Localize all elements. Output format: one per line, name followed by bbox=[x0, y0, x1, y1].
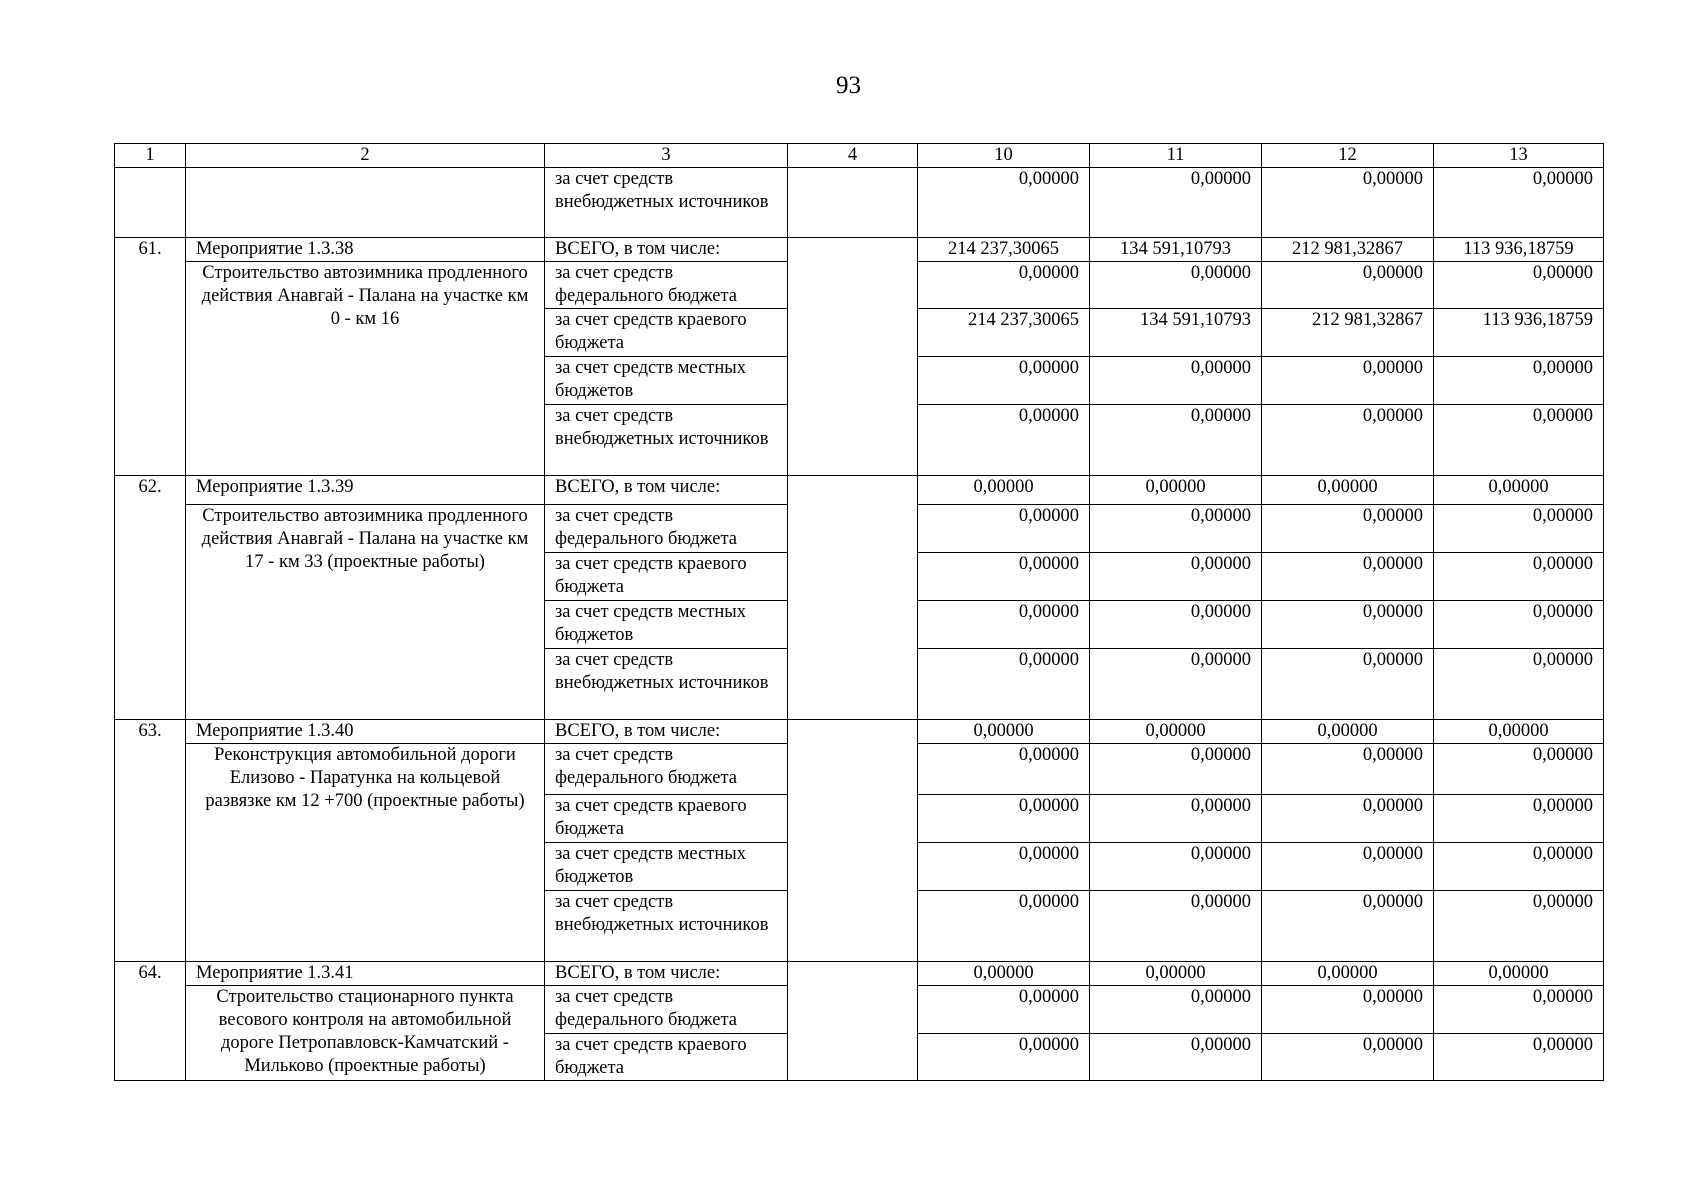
value-cell: 0,00000 bbox=[918, 720, 1090, 744]
value-cell: 0,00000 bbox=[1262, 795, 1434, 843]
value-cell: 0,00000 bbox=[1434, 649, 1604, 720]
value-cell: 0,00000 bbox=[1090, 649, 1262, 720]
funding-source: за счет средств краевого бюджета bbox=[545, 553, 788, 601]
total-label: ВСЕГО, в том числе: bbox=[545, 962, 788, 986]
value-cell: 0,00000 bbox=[1434, 986, 1604, 1034]
event-title: Мероприятие 1.3.39 bbox=[186, 476, 545, 505]
value-cell: 0,00000 bbox=[918, 649, 1090, 720]
value-cell: 0,00000 bbox=[918, 744, 1090, 795]
column-header: 3 bbox=[545, 144, 788, 168]
row-number-cell bbox=[115, 168, 186, 238]
funding-source: за счет средств федерального бюджета bbox=[545, 505, 788, 553]
value-cell: 0,00000 bbox=[1434, 476, 1604, 505]
event-description: Строительство автозимника продленного действия Анавгай - Палана на участке км 0 - км 16 bbox=[186, 262, 545, 476]
value-cell: 0,00000 bbox=[1090, 891, 1262, 962]
value-cell: 134 591,10793 bbox=[1090, 238, 1262, 262]
column-header: 12 bbox=[1262, 144, 1434, 168]
value-cell: 0,00000 bbox=[1090, 986, 1262, 1034]
total-label: ВСЕГО, в том числе: bbox=[545, 238, 788, 262]
funding-source: за счет средств местных бюджетов bbox=[545, 357, 788, 405]
funding-source: за счет средств местных бюджетов bbox=[545, 601, 788, 649]
value-cell: 0,00000 bbox=[1262, 505, 1434, 553]
value-cell: 0,00000 bbox=[1262, 553, 1434, 601]
header-row bbox=[115, 144, 1604, 168]
value-cell: 0,00000 bbox=[1434, 891, 1604, 962]
value-cell: 0,00000 bbox=[1262, 476, 1434, 505]
total-row bbox=[115, 238, 1604, 262]
value-cell: 0,00000 bbox=[1434, 843, 1604, 891]
row-number: 62. bbox=[115, 476, 186, 720]
value-cell: 0,00000 bbox=[1262, 843, 1434, 891]
funding-source: за счет средств краевого бюджета bbox=[545, 1034, 788, 1081]
value-cell: 0,00000 bbox=[918, 505, 1090, 553]
value-cell: 0,00000 bbox=[1090, 795, 1262, 843]
event-title: Мероприятие 1.3.40 bbox=[186, 720, 545, 744]
funding-source: за счет средств внебюджетных источников bbox=[545, 405, 788, 476]
value-cell: 0,00000 bbox=[1262, 986, 1434, 1034]
empty-cell bbox=[788, 476, 918, 720]
value-cell: 0,00000 bbox=[1262, 720, 1434, 744]
value-cell: 0,00000 bbox=[1434, 601, 1604, 649]
value-cell: 214 237,30065 bbox=[918, 238, 1090, 262]
funding-source: за счет средств внебюджетных источников bbox=[545, 891, 788, 962]
funding-source: за счет средств местных бюджетов bbox=[545, 843, 788, 891]
budget-table bbox=[114, 143, 1604, 1081]
value-cell: 0,00000 bbox=[1090, 744, 1262, 795]
value-cell: 214 237,30065 bbox=[918, 309, 1090, 357]
value-cell: 0,00000 bbox=[1262, 744, 1434, 795]
value-cell: 0,00000 bbox=[918, 262, 1090, 309]
value-cell: 0,00000 bbox=[1262, 405, 1434, 476]
value-cell: 0,00000 bbox=[1434, 357, 1604, 405]
description-cell bbox=[186, 168, 545, 238]
value-cell: 0,00000 bbox=[1434, 720, 1604, 744]
value-cell: 0,00000 bbox=[1434, 1034, 1604, 1081]
value-cell: 0,00000 bbox=[1434, 262, 1604, 309]
column-header: 13 bbox=[1434, 144, 1604, 168]
value-cell: 0,00000 bbox=[1434, 962, 1604, 986]
funding-source: за счет средств федерального бюджета bbox=[545, 744, 788, 795]
value-cell: 0,00000 bbox=[1262, 891, 1434, 962]
value-cell: 0,00000 bbox=[1090, 476, 1262, 505]
value-cell: 0,00000 bbox=[918, 795, 1090, 843]
value-cell: 0,00000 bbox=[1434, 744, 1604, 795]
value-cell: 0,00000 bbox=[1090, 262, 1262, 309]
value-cell: 0,00000 bbox=[1434, 553, 1604, 601]
value-cell: 0,00000 bbox=[918, 891, 1090, 962]
event-description: Строительство стационарного пункта весового контроля на автомобильной дороге Петропавловск-Камчатский - Мильково (проектные работы) bbox=[186, 986, 545, 1081]
value-cell: 212 981,32867 bbox=[1262, 309, 1434, 357]
value-cell: 0,00000 bbox=[1262, 357, 1434, 405]
carryover-row bbox=[115, 168, 1604, 238]
page-number: 93 bbox=[836, 72, 861, 99]
value-cell: 0,00000 bbox=[918, 357, 1090, 405]
column-header: 4 bbox=[788, 144, 918, 168]
value-cell: 0,00000 bbox=[918, 843, 1090, 891]
value-cell: 0,00000 bbox=[1262, 1034, 1434, 1081]
value-cell: 0,00000 bbox=[1262, 649, 1434, 720]
value-cell: 0,00000 bbox=[1090, 720, 1262, 744]
event-title: Мероприятие 1.3.38 bbox=[186, 238, 545, 262]
total-label: ВСЕГО, в том числе: bbox=[545, 476, 788, 505]
value-cell: 0,00000 bbox=[1262, 168, 1434, 238]
total-row bbox=[115, 476, 1604, 505]
total-label: ВСЕГО, в том числе: bbox=[545, 720, 788, 744]
value-cell: 0,00000 bbox=[918, 1034, 1090, 1081]
column-header: 2 bbox=[186, 144, 545, 168]
value-cell: 0,00000 bbox=[918, 168, 1090, 238]
value-cell: 0,00000 bbox=[1434, 405, 1604, 476]
value-cell: 0,00000 bbox=[1090, 601, 1262, 649]
empty-cell bbox=[788, 238, 918, 476]
value-cell: 0,00000 bbox=[1262, 262, 1434, 309]
total-row bbox=[115, 962, 1604, 986]
value-cell: 113 936,18759 bbox=[1434, 238, 1604, 262]
funding-source: за счет средств внебюджетных источников bbox=[545, 168, 788, 238]
row-number: 61. bbox=[115, 238, 186, 476]
column-header: 10 bbox=[918, 144, 1090, 168]
row-number: 63. bbox=[115, 720, 186, 962]
value-cell: 113 936,18759 bbox=[1434, 309, 1604, 357]
value-cell: 0,00000 bbox=[1434, 168, 1604, 238]
value-cell: 0,00000 bbox=[918, 601, 1090, 649]
event-description: Строительство автозимника продленного действия Анавгай - Палана на участке км 17 - км 33 (проектные работы) bbox=[186, 505, 545, 720]
value-cell: 0,00000 bbox=[918, 962, 1090, 986]
funding-source: за счет средств федерального бюджета bbox=[545, 262, 788, 309]
value-cell: 0,00000 bbox=[1434, 505, 1604, 553]
empty-cell bbox=[788, 962, 918, 1081]
value-cell: 0,00000 bbox=[1090, 505, 1262, 553]
value-cell: 0,00000 bbox=[918, 553, 1090, 601]
value-cell: 0,00000 bbox=[918, 476, 1090, 505]
value-cell: 0,00000 bbox=[918, 986, 1090, 1034]
value-cell: 0,00000 bbox=[1090, 1034, 1262, 1081]
value-cell: 0,00000 bbox=[1262, 962, 1434, 986]
funding-source: за счет средств федерального бюджета bbox=[545, 986, 788, 1034]
value-cell: 0,00000 bbox=[918, 405, 1090, 476]
value-cell: 0,00000 bbox=[1262, 601, 1434, 649]
value-cell: 0,00000 bbox=[1090, 405, 1262, 476]
value-cell: 134 591,10793 bbox=[1090, 309, 1262, 357]
empty-cell bbox=[788, 720, 918, 962]
empty-cell bbox=[788, 168, 918, 238]
value-cell: 0,00000 bbox=[1090, 168, 1262, 238]
funding-source: за счет средств краевого бюджета bbox=[545, 795, 788, 843]
value-cell: 212 981,32867 bbox=[1262, 238, 1434, 262]
row-number: 64. bbox=[115, 962, 186, 1081]
total-row bbox=[115, 720, 1604, 744]
funding-source: за счет средств краевого бюджета bbox=[545, 309, 788, 357]
value-cell: 0,00000 bbox=[1090, 357, 1262, 405]
event-description: Реконструкция автомобильной дороги Елизово - Паратунка на кольцевой развязке км 12 +700 (проектные работы) bbox=[186, 744, 545, 962]
column-header: 1 bbox=[115, 144, 186, 168]
value-cell: 0,00000 bbox=[1434, 795, 1604, 843]
column-header: 11 bbox=[1090, 144, 1262, 168]
value-cell: 0,00000 bbox=[1090, 843, 1262, 891]
event-title: Мероприятие 1.3.41 bbox=[186, 962, 545, 986]
value-cell: 0,00000 bbox=[1090, 553, 1262, 601]
funding-source: за счет средств внебюджетных источников bbox=[545, 649, 788, 720]
value-cell: 0,00000 bbox=[1090, 962, 1262, 986]
